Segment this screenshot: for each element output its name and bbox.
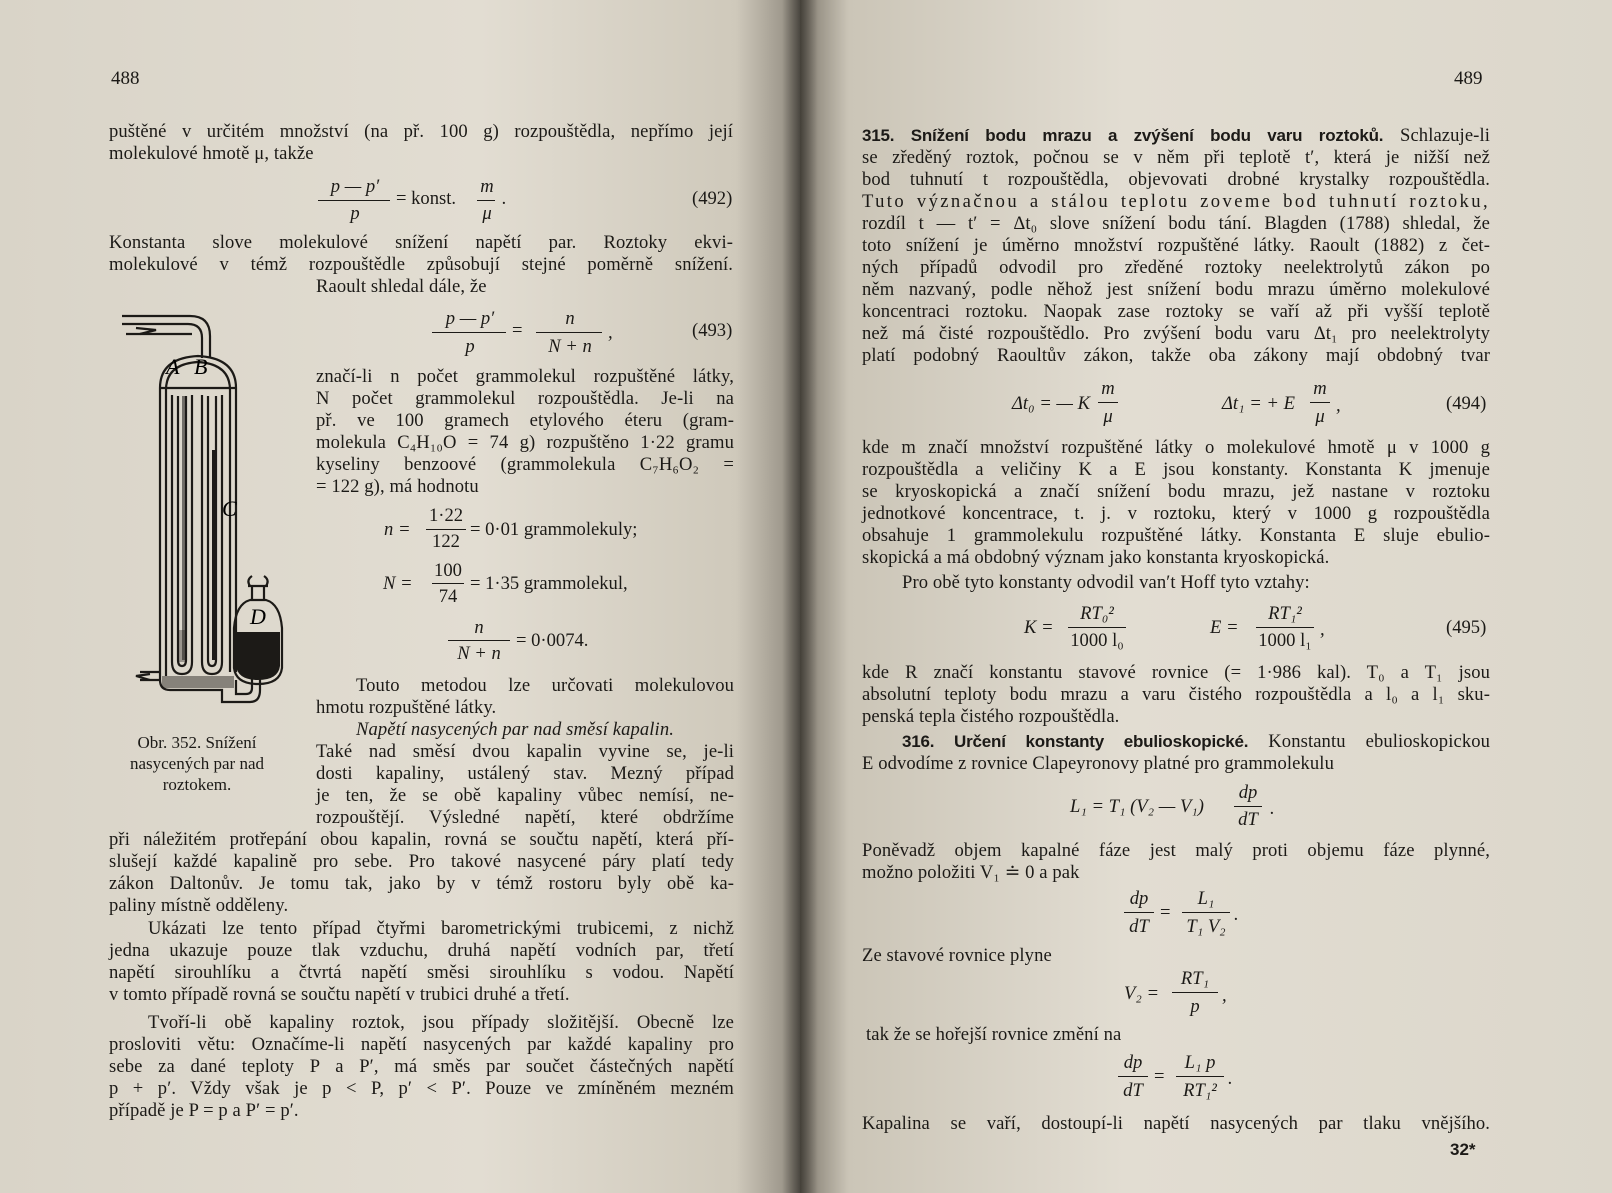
eq-numerator: dp xyxy=(1129,888,1149,909)
text-line: je ten, že se obě kapaliny vůbec nemísí, ne- xyxy=(316,785,734,806)
eq-lhs: L₁ = T₁ (V₂ — V₁) xyxy=(1070,796,1204,817)
caption-line: roztokem. xyxy=(162,775,232,794)
text-line: kyseliny benzoové (grammolekula C₇H₆O₂ = xyxy=(316,454,734,475)
text-line: sebe za dané teploty P a P′, má směs par součet částečných napětí xyxy=(109,1056,734,1077)
eq-numerator: RT₀² xyxy=(1080,603,1114,624)
eq-denominator: p xyxy=(1190,996,1200,1017)
fraction-bar xyxy=(1256,627,1314,628)
text-line: hmotu rozpuštěné látky. xyxy=(316,697,497,718)
eq-rhs: = 0·01 grammolekuly; xyxy=(470,519,638,540)
eq-lhs: Δt₁ = + E xyxy=(1222,393,1295,414)
text-line: jednotkové koncentrace, t. j. v roztoku, který v 1000 g rozpouštědla xyxy=(862,503,1490,524)
section-heading: 315. Snížení bodu mrazu a zvýšení bodu varu roztoků. xyxy=(862,126,1384,145)
section-315-first-line xyxy=(862,125,1490,147)
section-heading: 316. Určení konstanty ebulioskopické. xyxy=(902,732,1249,751)
text-line: tak že se hořejší rovnice změní na xyxy=(866,1024,1122,1045)
text-line: molekulové v témž rozpouštědle způsobují stejné poměrně snížení. xyxy=(109,254,733,275)
caption-line: Obr. 352. Snížení xyxy=(137,733,257,752)
text-line: obsahuje 1 grammolekulu rozpuštěné látky. Konstanta E sluje ebulio- xyxy=(862,525,1490,546)
text-line: Pro obě tyto konstanty odvodil van′t Hoff tyto vztahy: xyxy=(902,572,1310,593)
text-fragment: Schlazuje-li xyxy=(1400,125,1491,146)
text-line: rozpouštějí. Výsledné napětí, které obdržíme xyxy=(316,807,734,828)
eq-sign: = xyxy=(1154,1066,1165,1087)
text-line: se zředěný roztok, počnou se v něm při teplotě t′, která je nižší než xyxy=(862,147,1490,168)
eq-denominator: μ xyxy=(482,203,492,224)
left-page xyxy=(0,0,800,1193)
eq-denominator: dT xyxy=(1129,916,1149,937)
eq-lhs: V₂ = xyxy=(1124,983,1160,1004)
eq-sign: = xyxy=(512,320,523,341)
text-line: rozdíl t — t′ = Δt₀ slove snížení bodu tání. Blagden (1788) shledal, že xyxy=(862,213,1490,234)
eq-lhs: Δt₀ = — K xyxy=(1012,393,1090,414)
text-line: rozpouštědla a veličiny K a E jsou konstanty. Konstanta K jmenuje xyxy=(862,459,1490,480)
fraction-bar xyxy=(1182,912,1230,913)
eq-denominator: N + n xyxy=(457,643,501,664)
caption-line: nasycených par nad xyxy=(129,754,265,773)
text-line: jedna ukazuje pouze tlak vzduchu, druhá napětí vodních par, třetí xyxy=(109,940,734,961)
eq-numerator: m xyxy=(1313,378,1327,399)
text-line: značí-li n počet grammolekul rozpuštěné látky, xyxy=(316,366,734,387)
eq-denominator: p xyxy=(350,203,360,224)
eq-denominator: 1000 l₀ xyxy=(1070,630,1124,651)
text-fragment: Konstantu ebulioskopickou xyxy=(1268,731,1491,752)
text-line: Tuto význačnou a stálou teplotu zoveme bod tuhnutí roztoku, xyxy=(862,191,1490,212)
book-gutter xyxy=(782,0,818,1193)
eq-tail: . xyxy=(1234,904,1239,925)
text-line: Konstanta slove molekulové snížení napětí par. Roztoky ekvi- xyxy=(109,232,733,253)
eq-numerator: 100 xyxy=(434,560,462,581)
text-line: absolutní teploty bodu mrazu a varu čistého rozpouštědla a l₀ a l₁ sku- xyxy=(862,684,1490,705)
eq-tail: , xyxy=(1336,395,1341,416)
eq-numerator: dp xyxy=(1123,1052,1143,1073)
text-line: bod tuhnutí t rozpouštědla, objevovati drobné krystalky rozpouštědla. xyxy=(862,169,1490,190)
text-line: penská tepla čistého rozpouštědla. xyxy=(862,706,1120,727)
text-line: Také nad směsí dvou kapalin vyvine se, je-li xyxy=(316,741,734,762)
eq-denominator: μ xyxy=(1315,406,1325,427)
eq-numerator: n xyxy=(474,617,484,638)
fraction-bar xyxy=(1234,806,1262,807)
eq-lhs: E = xyxy=(1210,617,1239,638)
text-line: případě je P = p a P′ = p′. xyxy=(109,1100,299,1121)
fraction-bar xyxy=(448,640,510,641)
eq-lhs: N = xyxy=(383,573,413,594)
text-line: kde R značí konstantu stavové rovnice (= 1·986 kal). T₀ a T₁ jsou xyxy=(862,662,1490,683)
eq-numerator: L₁ xyxy=(1197,888,1215,909)
eq-denominator: dT xyxy=(1238,809,1258,830)
eq-numerator: RT₁ xyxy=(1180,968,1210,989)
eq-rhs: = konst. xyxy=(396,188,457,209)
fraction-bar xyxy=(1124,912,1154,913)
text-line: molekulové hmotě μ, takže xyxy=(109,143,314,164)
fraction-bar xyxy=(1098,402,1118,403)
eq-denominator: 1000 l₁ xyxy=(1258,630,1312,651)
text-line: Ze stavové rovnice plyne xyxy=(862,945,1052,966)
fraction-bar xyxy=(1118,1076,1148,1077)
fraction-bar xyxy=(318,200,390,201)
text-line: paliny místně odděleny. xyxy=(109,895,289,916)
text-line: zákon Daltonův. Je tomu tak, jako by v témž rostoru byly obě ka- xyxy=(109,873,734,894)
equation-number: (492) xyxy=(692,188,733,209)
eq-tail: . xyxy=(1270,798,1275,819)
eq-sign: = xyxy=(1160,902,1171,923)
italic-heading: Napětí nasycených par nad směsí kapalin. xyxy=(356,719,674,740)
eq-rhs: = 0·0074. xyxy=(516,630,589,651)
text-line: než má čisté rozpouštědlo. Pro zvýšení bodu varu Δt₁ pro neelektrolyty xyxy=(862,323,1490,344)
text-line: skopická a má obdobný význam jako konstanta kryoskopická. xyxy=(862,547,1330,568)
text-line: př. ve 100 gramech etylového éteru (gram- xyxy=(316,410,734,431)
equation-number: (493) xyxy=(692,320,733,341)
text-line: možno položiti V₁ ≐ 0 a pak xyxy=(862,862,1080,883)
page-number: 488 xyxy=(111,68,140,89)
text-line: napětí sirouhlíku a čtvrtá napětí směsi sirouhlíku s vodou. Napětí xyxy=(109,962,734,983)
figure-label-a: A xyxy=(166,354,180,379)
fraction-bar xyxy=(477,200,495,201)
text-line: v tomto případě rovná se součtu napětí v trubici druhé a třetí. xyxy=(109,984,570,1005)
text-line: platí podobný Raoultův zákon, takže oba zákony mají obdobný tvar xyxy=(862,345,1490,366)
figure-caption xyxy=(104,732,290,795)
text-line: ných případů odvodil pro zředěné roztoky neelektrolytů zákon po xyxy=(862,257,1490,278)
equation-number: (495) xyxy=(1446,617,1487,638)
eq-numerator: m xyxy=(1101,378,1115,399)
text-line: se kryoskopická a značí snížení bodu mrazu, jež nastane v roztoku xyxy=(862,481,1490,502)
eq-rhs: = 1·35 grammolekul, xyxy=(470,573,628,594)
text-line: Raoult shledal dále, že xyxy=(316,276,487,297)
eq-denominator: dT xyxy=(1123,1080,1143,1101)
eq-numerator: n xyxy=(565,308,575,329)
text-line: Kapalina se vaří, dostoupí-li napětí nasycených par tlaku vnějšího. xyxy=(862,1113,1490,1134)
text-line: puštěné v určitém množství (na př. 100 g) rozpouštědla, nepřímo její xyxy=(109,121,733,142)
eq-denominator: 74 xyxy=(438,586,458,607)
equation-number: (494) xyxy=(1446,393,1487,414)
eq-lhs: K = xyxy=(1024,617,1054,638)
eq-denominator: p xyxy=(465,336,475,357)
fraction-bar xyxy=(536,332,602,333)
eq-lhs: n = xyxy=(384,519,411,540)
fraction-bar xyxy=(432,332,506,333)
eq-tail: , xyxy=(608,322,613,343)
figure-label-c: C xyxy=(222,496,237,521)
text-line: při náležitém protřepání obou kapalin, rovná se součtu napětí, která pří- xyxy=(109,829,734,850)
eq-numerator: p — p′ xyxy=(445,308,495,329)
section-316-first-line xyxy=(902,731,1490,753)
eq-denominator: T₁ V₂ xyxy=(1186,916,1226,937)
eq-numerator: m xyxy=(480,176,494,197)
figure-label-b: B xyxy=(194,354,208,379)
eq-denominator: μ xyxy=(1103,406,1113,427)
eq-denominator: 122 xyxy=(432,531,460,552)
text-line: Ukázati lze tento případ čtyřmi barometrickými trubicemi, z nichž xyxy=(148,918,734,939)
eq-tail: . xyxy=(502,188,507,209)
text-line: toto snížení je úměrno množství rozpuštěné látky. Raoult (1882) z čet- xyxy=(862,235,1490,256)
text-line: slušejí každé kapalině pro sebe. Pro takové nasycené páry platí tedy xyxy=(109,851,734,872)
eq-numerator: 1·22 xyxy=(428,505,464,526)
fraction-bar xyxy=(1172,992,1218,993)
eq-numerator: RT₁² xyxy=(1268,603,1302,624)
text-line: N počet grammolekul rozpouštědla. Je-li na xyxy=(316,388,734,409)
page-number: 489 xyxy=(1454,68,1483,89)
eq-numerator: p — p′ xyxy=(330,176,380,197)
eq-denominator: N + n xyxy=(548,336,592,357)
text-line: Tvoří-li obě kapaliny roztok, jsou případy složitější. Obecně lze xyxy=(148,1012,734,1033)
fraction-bar xyxy=(432,583,464,584)
text-line: koncentraci roztoku. Naopak zase roztoky se vaří až při vyšší teplotě xyxy=(862,301,1490,322)
eq-numerator: L₁ p xyxy=(1184,1052,1216,1073)
fraction-bar xyxy=(1068,627,1126,628)
text-line: molekula C₄H₁₀O = 74 g) rozpuštěno 1·22 gramu xyxy=(316,432,734,453)
figure-barometer-apparatus xyxy=(110,300,300,720)
fraction-bar xyxy=(1310,402,1330,403)
text-line: Touto metodou lze určovati molekulovou xyxy=(356,675,734,696)
signature-mark: 32* xyxy=(1450,1140,1476,1159)
text-line: dosti kapaliny, ustálený stav. Mezný případ xyxy=(316,763,734,784)
eq-numerator: dp xyxy=(1238,782,1258,803)
text-line: Poněvadž objem kapalné fáze jest malý proti objemu fáze plynné, xyxy=(862,840,1490,861)
text-line: E odvodíme z rovnice Clapeyronovy platné pro grammolekulu xyxy=(862,753,1334,774)
fraction-bar xyxy=(1176,1076,1224,1077)
text-line: kde m značí množství rozpuštěné látky o molekulové hmotě μ v 1000 g xyxy=(862,437,1490,458)
right-page xyxy=(800,0,1612,1193)
text-line: = 122 g), má hodnotu xyxy=(316,476,479,497)
figure-label-d: D xyxy=(250,604,266,629)
eq-tail: , xyxy=(1320,619,1325,640)
eq-tail: . xyxy=(1228,1068,1233,1089)
text-line: prosloviti větu: Označíme-li napětí nasycených par každé kapaliny pro xyxy=(109,1034,734,1055)
text-line: p + p′. Vždy však je p < P, p′ < P′. Pouze ve zmíněném mezném xyxy=(109,1078,734,1099)
text-line: něm nazvaný, podle něhož jest snížení bodu mrazu úměrno molekulové xyxy=(862,279,1490,300)
eq-tail: , xyxy=(1222,985,1227,1006)
eq-denominator: RT₁² xyxy=(1183,1080,1217,1101)
